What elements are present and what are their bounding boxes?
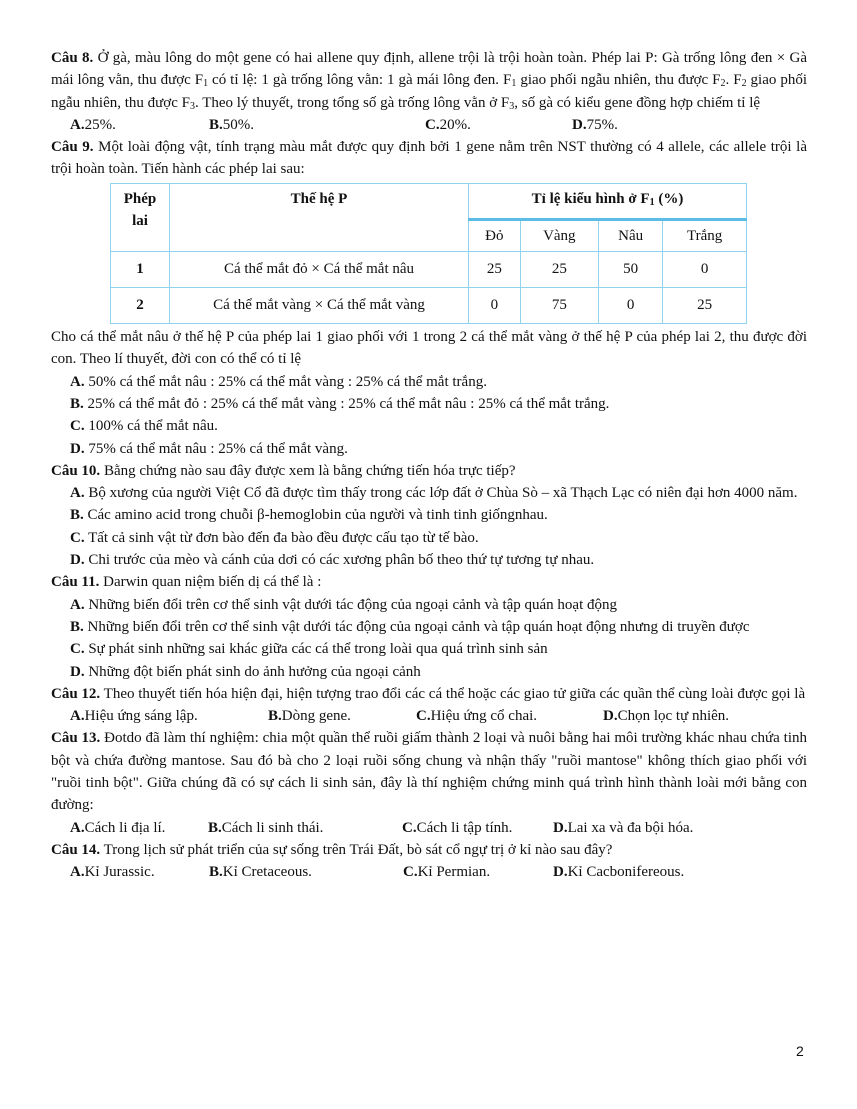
header-ratio-suffix: (%) [654,190,684,207]
option-text: Hiệu ứng sáng lập. [84,708,198,725]
option-text: Dòng gene. [281,708,351,725]
option-letter: C. [402,819,417,836]
option-text: Hiệu ứng cổ chai. [430,708,538,725]
subscript: 2 [720,78,726,90]
option-letter: B. [268,708,282,725]
option-d[interactable] [51,549,807,571]
header-ratio-text: Tỉ lệ kiểu hình ở F [531,190,650,207]
header-parents: Thế hệ P [170,183,469,251]
stem-text: . Theo lý thuyết, trong tổng số gà trống lông vằn ở F [194,94,510,111]
option-letter: D. [70,663,85,680]
option-b[interactable] [208,817,402,839]
option-text: Kỉ Jurassic. [84,864,155,881]
option-d[interactable] [572,114,618,136]
cell-value: 25 [469,252,521,288]
subscript: 1 [203,78,209,90]
option-b[interactable] [268,705,416,727]
option-text: 50% cá thể mắt nâu : 25% cá thể mắt vàng : 25% cá thể mắt trắng. [84,373,487,390]
option-c[interactable] [416,705,603,727]
option-letter: D. [603,708,618,725]
table-header-row [111,183,747,219]
option-text: Cách li sinh thái. [221,819,324,836]
option-letter: B. [70,618,84,635]
option-d[interactable] [51,661,807,683]
cell-value: 75 [520,288,598,324]
stem-text: Bằng chứng nào sau đây được xem là bằng chứng tiến hóa trực tiếp? [100,462,516,479]
crosses-table [110,183,747,324]
question-14-options [51,861,807,883]
option-letter: C. [403,864,418,881]
option-letter: A. [70,708,85,725]
cell-value: 0 [663,252,747,288]
option-text: Cách li địa lí. [84,819,166,836]
option-letter: D. [70,552,85,569]
page-number: 2 [796,1043,804,1059]
option-a[interactable] [70,114,209,136]
option-d[interactable] [51,438,807,460]
option-letter: A. [70,864,85,881]
option-text: Chi trước của mèo và cánh của dơi có các xương phân bố theo thứ tự tương tự nhau. [84,552,595,569]
option-c[interactable] [51,527,807,549]
option-letter: C. [416,708,431,725]
option-text: Kỉ Cacbonifereous. [567,864,685,881]
option-text: 25% cá thể mắt đỏ : 25% cá thể mắt vàng : 25% cá thể mắt nâu : 25% cá thể mắt trắng. [83,395,610,412]
cell-value: 0 [599,288,663,324]
phenotype-header: Trắng [663,219,747,251]
option-letter: D. [70,440,85,457]
option-text: Những biến đổi trên cơ thể sinh vật dưới tác động của ngoại cảnh và tập quán hoạt động nhưng di truyền được [83,618,750,635]
option-text: Các amino acid trong chuỗi β-hemoglobin của người và tinh tinh giốngnhau. [83,507,548,524]
cell-value: 25 [520,252,598,288]
question-label: Câu 10. [51,462,101,479]
question-label: Câu 11. [51,574,100,591]
stem-text: giao phối ngẫu nhiên, thu được F [51,72,807,111]
stem-text: có tỉ lệ: 1 gà trống lông vằn: 1 gà mái lông đen. F [208,72,512,89]
option-text: 100% cá thể mắt nâu. [84,418,218,435]
option-letter: C. [70,418,85,435]
option-a[interactable] [51,371,807,393]
subscript: 2 [741,78,747,90]
question-11 [51,571,807,682]
header-ratio [469,183,747,219]
question-9-followup: Cho cá thể mắt nâu ở thế hệ P của phép lai 1 giao phối với 1 trong 2 cá thể mắt vàng ở thế hệ P của phép lai 2, thu được đời con. Theo lí thuyết, đời con có thể có tỉ lệ [51,329,807,368]
question-12-stem [51,683,807,705]
header-cross: Phép lai [111,183,170,251]
option-letter: D. [553,819,568,836]
subscript: 1 [511,78,517,90]
cell-value: 25 [663,288,747,324]
stem-text: Theo thuyết tiến hóa hiện đại, hiện tượng trao đổi các cá thể hoặc các giao tử giữa các quần thể cùng loài được gọi là [100,685,806,702]
stem-text: Một loài động vật, tính trạng màu mắt được quy định bởi 1 gene nằm trên NST thường có 4 allele, các allele trội là trội hoàn toàn. Tiến hành các phép lai sau: [51,139,807,178]
option-a[interactable] [51,594,807,616]
question-9-stem [51,136,807,181]
option-text: Cách li tập tính. [416,819,513,836]
option-c[interactable] [403,861,553,883]
option-text: 25%. [84,116,116,133]
stem-text: , số gà có kiểu gene đồng hợp chiếm tỉ lệ [514,94,761,111]
option-letter: A. [70,485,85,502]
option-letter: A. [70,819,85,836]
option-letter: B. [209,864,223,881]
cell-value: 50 [599,252,663,288]
question-12 [51,683,807,728]
cell-parents: Cá thể mắt đỏ × Cá thể mắt nâu [170,252,469,288]
question-label: Câu 14. [51,841,101,858]
option-letter: C. [70,641,85,658]
option-letter: A. [70,373,85,390]
option-text: Sự phát sinh những sai khác giữa các cá thể trong loài qua quá trình sinh sản [84,641,548,658]
question-10 [51,460,807,571]
phenotype-header: Đỏ [469,219,521,251]
option-letter: C. [425,116,440,133]
question-9 [51,136,807,460]
option-text: Lai xa và đa bội hóa. [567,819,694,836]
option-text: Bộ xương của người Việt Cổ đã được tìm thấy trong các lớp đất ở Chùa Sò – xã Thạch Lạc có niên đại hơn 4000 năm. [84,485,798,502]
option-a[interactable] [70,817,208,839]
option-b[interactable] [51,616,807,638]
option-b[interactable] [51,504,807,526]
option-text: Kỉ Cretaceous. [222,864,312,881]
option-b[interactable] [209,861,403,883]
option-text: 20%. [439,116,471,133]
question-label: Câu 8. [51,50,94,66]
option-letter: D. [572,116,587,133]
subscript: 3 [189,100,195,112]
stem-text: . F [725,72,742,89]
option-letter: A. [70,596,85,613]
cell-cross: 1 [111,252,170,288]
option-text: Chọn lọc tự nhiên. [617,708,730,725]
table-row [111,252,747,288]
phenotype-header: Nâu [599,219,663,251]
option-c[interactable] [425,114,572,136]
stem-text: giao phối ngẫu nhiên, thu được F [516,72,721,89]
option-letter: D. [553,864,568,881]
question-10-stem [51,460,807,482]
subscript: 1 [649,196,655,208]
option-b[interactable] [51,393,807,415]
option-text: Tất cả sinh vật từ đơn bào đến đa bào đều được cấu tạo từ tế bào. [84,529,479,546]
option-text: Những biến đổi trên cơ thể sinh vật dưới tác động của ngoại cảnh và tập quán hoạt động [84,596,617,613]
option-letter: A. [70,116,85,133]
option-d[interactable] [553,861,684,883]
question-13-stem [51,727,807,816]
option-letter: B. [209,116,223,133]
cell-value: 0 [469,288,521,324]
option-d[interactable] [553,817,693,839]
stem-text: Đotdo đã làm thí nghiệm: chia một quần thể ruồi giấm thành 2 loại và nuôi bằng hai môi trường khác nhau chứa tinh bột và chứa đường mantose. Sau đó bà cho 2 loại ruồi sống chung và nhận thấy "ruồi mantose" không thích giao phối với "ruồi tinh bột". Giữa chúng đã có sự cách li sinh sản, đây là thí nghiệm chứng minh quá trình hình thành loài mới bằng con đường: [51,730,807,814]
option-letter: B. [208,819,222,836]
document-page [51,47,807,884]
question-8 [51,47,807,136]
option-c[interactable] [51,638,807,660]
option-letter: B. [70,395,84,412]
question-14 [51,839,807,884]
option-c[interactable] [51,415,807,437]
question-label: Câu 13. [51,730,101,747]
question-12-options [51,705,807,727]
question-13 [51,727,807,838]
option-d[interactable] [603,705,729,727]
stem-text: Darwin quan niệm biến dị cá thể là : [99,574,322,591]
option-a[interactable] [70,705,268,727]
question-label: Câu 9. [51,139,94,156]
stem-text: Ở gà, màu lông do một gene có hai allene quy định, allene trội là trội hoàn toàn. Phép lai P: Gà trống lông đen × Gà mái lông vằn, thu được F [51,50,807,89]
question-14-stem [51,839,807,861]
option-text: 50%. [222,116,255,133]
option-a[interactable] [51,482,807,504]
table-row [111,288,747,324]
question-8-options [51,114,807,136]
phenotype-header: Vàng [520,219,598,251]
option-text: Kỉ Permian. [417,864,491,881]
question-11-stem [51,571,807,593]
option-b[interactable] [209,114,425,136]
stem-text: Trong lịch sử phát triển của sự sống trên Trái Đất, bò sát cổ ngự trị ở kỉ nào sau đây? [100,841,613,858]
cell-parents: Cá thể mắt vàng × Cá thể mắt vàng [170,288,469,324]
cell-cross: 2 [111,288,170,324]
option-letter: B. [70,507,84,524]
option-c[interactable] [402,817,553,839]
option-letter: C. [70,529,85,546]
option-text: 75%. [586,116,618,133]
option-text: 75% cá thể mắt nâu : 25% cá thể mắt vàng. [84,440,348,457]
question-8-stem [51,47,807,114]
question-label: Câu 12. [51,685,101,702]
question-13-options [51,817,807,839]
option-a[interactable] [70,861,209,883]
option-text: Những đột biến phát sinh do ảnh hưởng của ngoại cảnh [84,663,421,680]
subscript: 3 [509,100,515,112]
